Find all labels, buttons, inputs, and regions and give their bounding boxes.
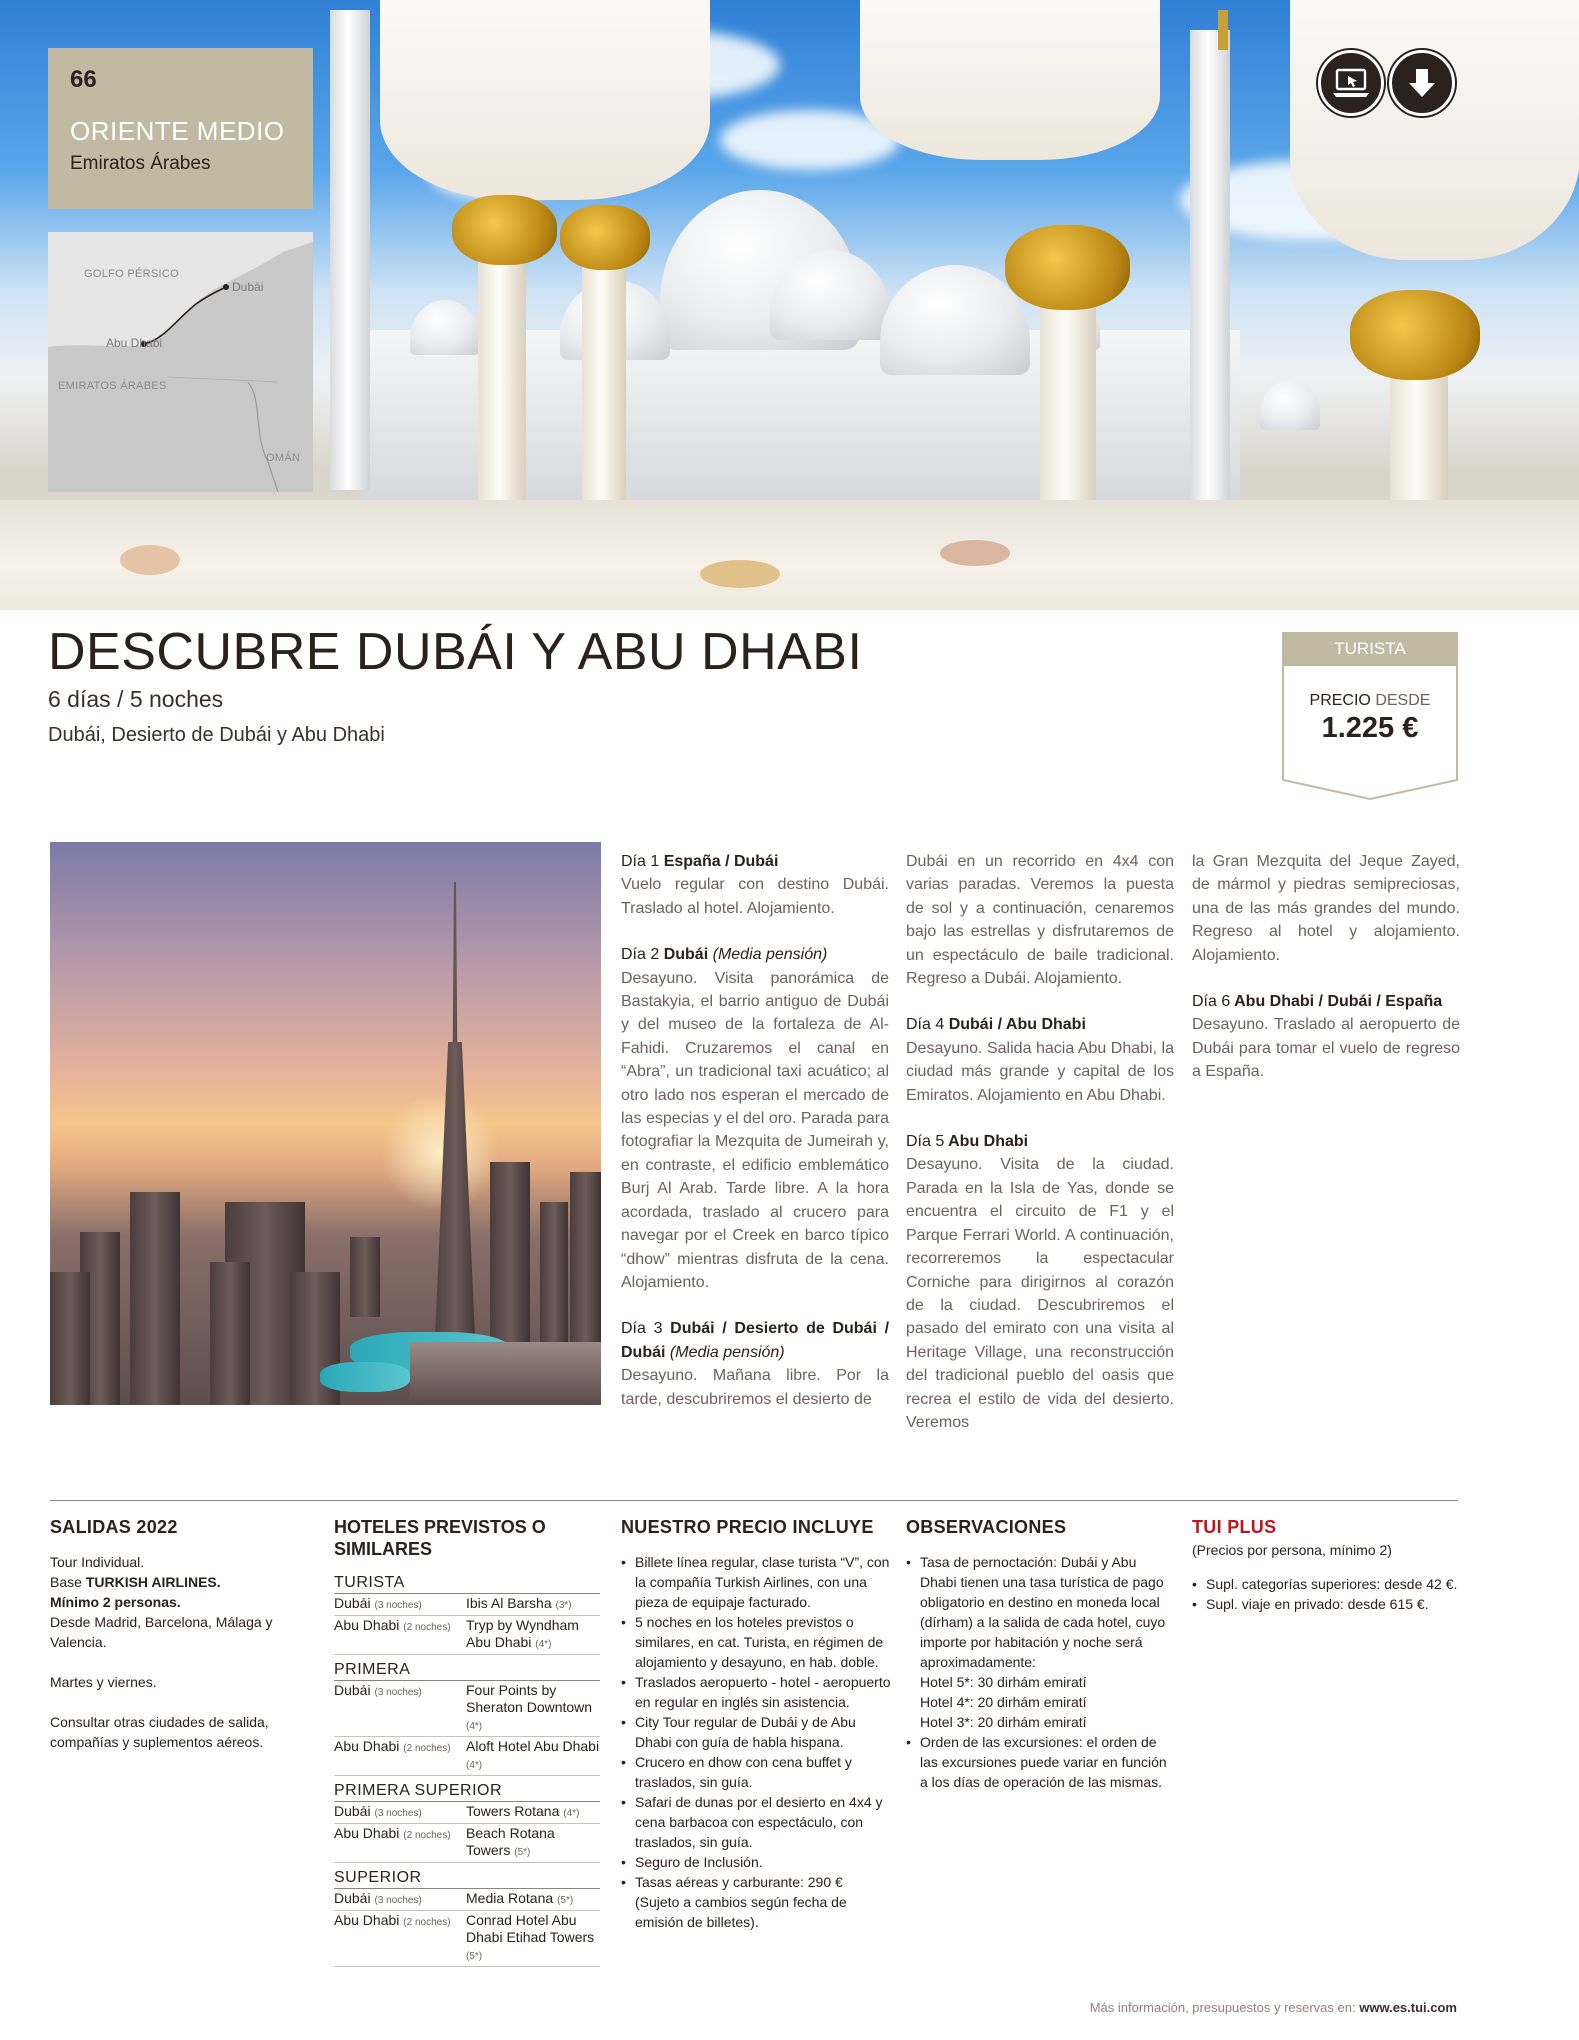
salidas-line-2-a: Base [50,1574,86,1590]
hotel-nights: (2 noches) [403,1917,451,1928]
price-label-a: PRECIO [1309,692,1371,709]
hotel-name-cell [466,1803,600,1822]
day-2-number: Día 2 [621,946,660,964]
salidas-line-4: Desde Madrid, Barcelona, Málaga y Valencia. [50,1614,273,1650]
day-3-number: Día 3 [621,1320,663,1338]
day-6-heading [1192,990,1460,1013]
hotels-table [334,1574,600,1967]
salidas-section [50,1516,290,1752]
day-3-heading [621,1317,889,1364]
observation-hotel-3: Hotel 3*: 20 dirhám emiratí [920,1714,1087,1730]
tour-route: Dubái, Desierto de Dubái y Abu Dhabi [48,724,385,746]
day-6 [1192,990,1460,1084]
hotel-name: Towers Rotana [466,1803,560,1819]
hotel-nights: (3 noches) [374,1808,422,1819]
day-2-note: (Media pensión) [712,946,828,964]
hotel-name: Media Rotana [466,1890,554,1906]
day-5-title: Abu Dhabi [948,1133,1029,1151]
hotel-city-cell [334,1738,466,1774]
hotel-name-cell [466,1738,600,1774]
hotel-name: Four Points by Sheraton Downtown [466,1682,593,1715]
day-3-note: (Media pensión) [669,1343,785,1361]
hotel-city: Abu Dhabi [334,1617,400,1633]
hotel-stars: (5*) [557,1895,574,1906]
hotels-title: HOTELES PREVISTOS O SIMILARES [334,1517,546,1559]
day-3-title: Dubái / Desierto de Dubái / Dubái [621,1320,890,1361]
day-2 [621,943,889,1294]
map-label-dubai: Dubái [232,280,264,294]
hotel-name: Conrad Hotel Abu Dhabi Etihad Towers [466,1912,595,1945]
list-item: • Supl. viaje en privado: desde 615 €. [1192,1594,1460,1614]
day-1 [621,850,889,920]
list-item [906,1552,1174,1732]
tour-duration: 6 días / 5 noches [48,686,224,712]
table-row [334,1681,600,1737]
day-3-text-b: Dubái en un recorrido en 4x4 con varias paradas. Veremos la puesta de sol y a continuación, cenaremos bajo las estrellas y disfrutaremos de un espectáculo de baile tradicional. Regreso a Dubái. Alojamiento. [906,853,1174,988]
salidas-title: SALIDAS 2022 [50,1517,178,1537]
hotel-city-cell [334,1617,466,1653]
day-2-text: Desayuno. Visita panorámica de Bastakyia, el barrio antiguo de Dubái y del museo de la fortaleza de Al-Fahidi. Cruzaremos el canal en “Abra”, un tradicional taxi acuático; al otro lado nos esperan el mercado de las especias y el del oro. Parada para fotografiar la Mezquita de Jumeirah y, en contraste, el edificio emblemático Burj Al Arab. Tarde libre. A la hora acordada, traslado al crucero para navegar por el Creek en barco típico “dhow” mientras disfruta de la cena. Alojamiento. [621,969,889,1291]
price-value: 1.225 € [1321,712,1419,744]
hotel-name: Ibis Al Barsha [466,1595,552,1611]
day-4-heading [906,1013,1174,1036]
day-5-text-a: Desayuno. Visita de la ciudad. Parada en la Isla de Yas, donde se encuentra el circuito de F1 y el Parque Ferrari World. A continuación, recorreremos la espectacular Corniche para dirigirnos al corazón de la ciudad. Descubriremos el pasado del emirato con una visita al Heritage Village, una reconstrucción del tradicional pueblo del oasis que recrea el estilo de vida del desierto. Veremos [906,1156,1174,1431]
download-icon[interactable] [1389,50,1455,116]
hotel-category: PRIMERA [334,1661,600,1681]
salidas-line-2 [50,1572,290,1592]
region-title: ORIENTE MEDIO [70,116,285,146]
list-item: • Supl. categorías superiores: desde 42 €. [1192,1574,1460,1594]
day-3 [621,1317,889,1411]
map-label-emirates: EMIRATOS ÁRABES [58,380,167,392]
list-item: • Crucero en dhow con cena buffet y traslados, sin guía. [621,1752,891,1792]
list-item: • Billete línea regular, clase turista “V”, con la compañía Turkish Airlines, con una pieza de equipaje facturado. [621,1552,891,1612]
hotel-nights: (2 noches) [403,1743,451,1754]
price-badge [1282,632,1458,800]
observation-hotel-4: Hotel 4*: 20 dirhám emiratí [920,1694,1087,1710]
tui-plus-title [1192,1516,1460,1538]
hotel-name-cell [466,1595,600,1614]
itinerary-col-1 [621,850,889,1434]
map-label-oman: OMÁN [266,452,301,464]
price-label-b: DESDE [1375,692,1431,709]
hotel-city-cell [334,1825,466,1861]
day-5-continued [1192,850,1460,967]
hotel-category: TURISTA [334,1574,600,1594]
includes-list [621,1552,891,1932]
hotel-stars: (5*) [514,1847,531,1858]
hotel-stars: (4*) [535,1639,552,1650]
tui-plus-title-text: TUI PLUS [1192,1517,1277,1537]
hotel-nights: (2 noches) [403,1622,451,1633]
table-row [334,1824,600,1863]
hotel-name: Aloft Hotel Abu Dhabi [466,1738,600,1754]
tui-plus-section [1192,1516,1460,1614]
day-2-heading [621,943,889,966]
observation-tax: Tasa de pernoctación: Dubái y Abu Dhabi tienen una tasa turística de pago obligatorio en destino en moneda local (dírham) a la salida de cada hotel, cuyo importe por habitación y noche será aproximadamente: [920,1554,1166,1670]
hotel-stars: (5*) [466,1951,483,1962]
day-6-number: Día 6 [1192,993,1231,1011]
hotel-stars: (4*) [466,1760,483,1771]
route-map [48,232,313,492]
footer-text: Más información, presupuestos y reservas en: [1089,2000,1356,2015]
day-2-title: Dubái [663,946,709,964]
table-row [334,1802,600,1824]
observations-title: OBSERVACIONES [906,1517,1067,1537]
day-4-number: Día 4 [906,1016,945,1034]
table-row [334,1889,600,1911]
itinerary-col-2 [906,850,1174,1457]
hotel-stars: (4*) [466,1721,483,1732]
page-number: 66 [70,66,97,93]
day-3-text-a: Desayuno. Mañana libre. Por la tarde, descubriremos el desierto de [621,1367,889,1408]
hotel-name-cell [466,1890,600,1909]
hotel-name: Beach Rotana Towers [466,1825,555,1858]
salidas-airline: TURKISH AIRLINES. [85,1574,221,1590]
day-5 [906,1130,1174,1434]
footer-link[interactable]: www.es.tui.com [1359,2000,1457,2015]
hotel-name-cell [466,1682,600,1735]
price-category: TURISTA [1282,632,1458,666]
list-item: • Tasas aéreas y carburante: 290 € (Sujeto a cambios según fecha de emisión de billetes). [621,1872,891,1932]
salidas-line-6: Consultar otras ciudades de salida, compañías y suplementos aéreos. [50,1714,269,1750]
hotel-city: Abu Dhabi [334,1825,400,1841]
day-1-text: Vuelo regular con destino Dubái. Traslado al hotel. Alojamiento. [621,876,889,917]
laptop-icon[interactable] [1318,50,1384,116]
list-item: • Traslados aeropuerto - hotel - aeropuerto en regular en inglés sin asistencia. [621,1672,891,1712]
day-5-number: Día 5 [906,1133,945,1151]
map-label-abu-dhabi: Abu Dhabi [106,336,163,350]
hotel-city: Dubái [334,1682,371,1698]
day-3-continued [906,850,1174,990]
country-name: Emiratos Árabes [70,153,211,174]
hotel-city-cell [334,1912,466,1965]
hotel-city: Dubái [334,1890,371,1906]
table-row [334,1911,600,1967]
hotel-stars: (3*) [555,1600,572,1611]
list-item: • 5 noches en los hoteles previstos o similares, en cat. Turista, en régimen de alojamiento y desayuno, en hab. doble. [621,1612,891,1672]
hotel-category: PRIMERA SUPERIOR [334,1782,600,1802]
hotel-name-cell [466,1912,600,1965]
hotel-nights: (3 noches) [374,1895,422,1906]
hotel-category: SUPERIOR [334,1869,600,1889]
day-6-text: Desayuno. Traslado al aeropuerto de Dubái para tomar el vuelo de regreso a España. [1192,1016,1460,1081]
hotel-name-cell [466,1617,600,1653]
tui-plus-subtitle: (Precios por persona, mínimo 2) [1192,1542,1392,1558]
hotel-city-cell [334,1890,466,1909]
hotel-stars: (4*) [563,1808,580,1819]
hotel-name-cell [466,1825,600,1861]
hotel-city-cell [334,1595,466,1614]
day-1-heading [621,850,889,873]
observations-list [906,1552,1174,1792]
day-1-title: España / Dubái [663,853,779,870]
table-row [334,1616,600,1655]
hotel-city: Abu Dhabi [334,1738,400,1754]
day-4-title: Dubái / Abu Dhabi [948,1016,1086,1034]
salidas-line-1: Tour Individual. [50,1554,145,1570]
hotel-city: Abu Dhabi [334,1912,400,1928]
includes-title: NUESTRO PRECIO INCLUYE [621,1517,874,1537]
observation-hotel-5: Hotel 5*: 30 dirhám emiratí [920,1674,1087,1690]
hotel-name: Tryp by Wyndham Abu Dhabi [466,1617,579,1650]
section-divider [50,1500,1458,1501]
day-4 [906,1013,1174,1107]
price-label [1282,692,1458,710]
includes-section [621,1516,891,1932]
region-badge [48,48,313,209]
list-item: • Safari de dunas por el desierto en 4x4 y cena barbacoa con espectáculo, con traslados, sin guía. [621,1792,891,1852]
hotel-nights: (3 noches) [374,1600,422,1611]
hotel-city-cell [334,1682,466,1735]
list-item: • Orden de las excursiones: el orden de las excursiones puede variar en función a los días de operación de las mismas. [906,1732,1174,1792]
list-item: • City Tour regular de Dubái y de Abu Dhabi con guía de habla hispana. [621,1712,891,1752]
table-row [334,1594,600,1616]
map-label-gulf: GOLFO PÉRSICO [84,268,179,280]
hotels-section [334,1516,600,1967]
day-4-text: Desayuno. Salida hacia Abu Dhabi, la ciudad más grande y capital de los Emiratos. Alojamiento en Abu Dhabi. [906,1039,1174,1104]
dubai-skyline-photo [50,842,601,1405]
itinerary-col-3 [1192,850,1460,1107]
day-5-heading [906,1130,1174,1153]
list-item: • Seguro de Inclusión. [621,1852,891,1872]
hotel-nights: (3 noches) [374,1687,422,1698]
footer [1090,2000,1457,2015]
hotel-nights: (2 noches) [403,1830,451,1841]
salidas-line-3: Mínimo 2 personas. [50,1594,181,1610]
hotel-city-cell [334,1803,466,1822]
day-6-title: Abu Dhabi / Dubái / España [1234,993,1443,1011]
day-5-text-b: la Gran Mezquita del Jeque Zayed, de mármol y piedras semipreciosas, una de las más grandes del mundo. Regreso al hotel y alojamiento. Alojamiento. [1192,853,1460,964]
tour-title: DESCUBRE DUBÁI Y ABU DHABI [48,623,863,681]
tui-plus-list [1192,1574,1460,1614]
hotel-city: Dubái [334,1595,371,1611]
hotel-city: Dubái [334,1803,371,1819]
observations-section [906,1516,1174,1792]
table-row [334,1737,600,1776]
salidas-line-5: Martes y viernes. [50,1674,157,1690]
day-1-number: Día 1 [621,853,660,870]
